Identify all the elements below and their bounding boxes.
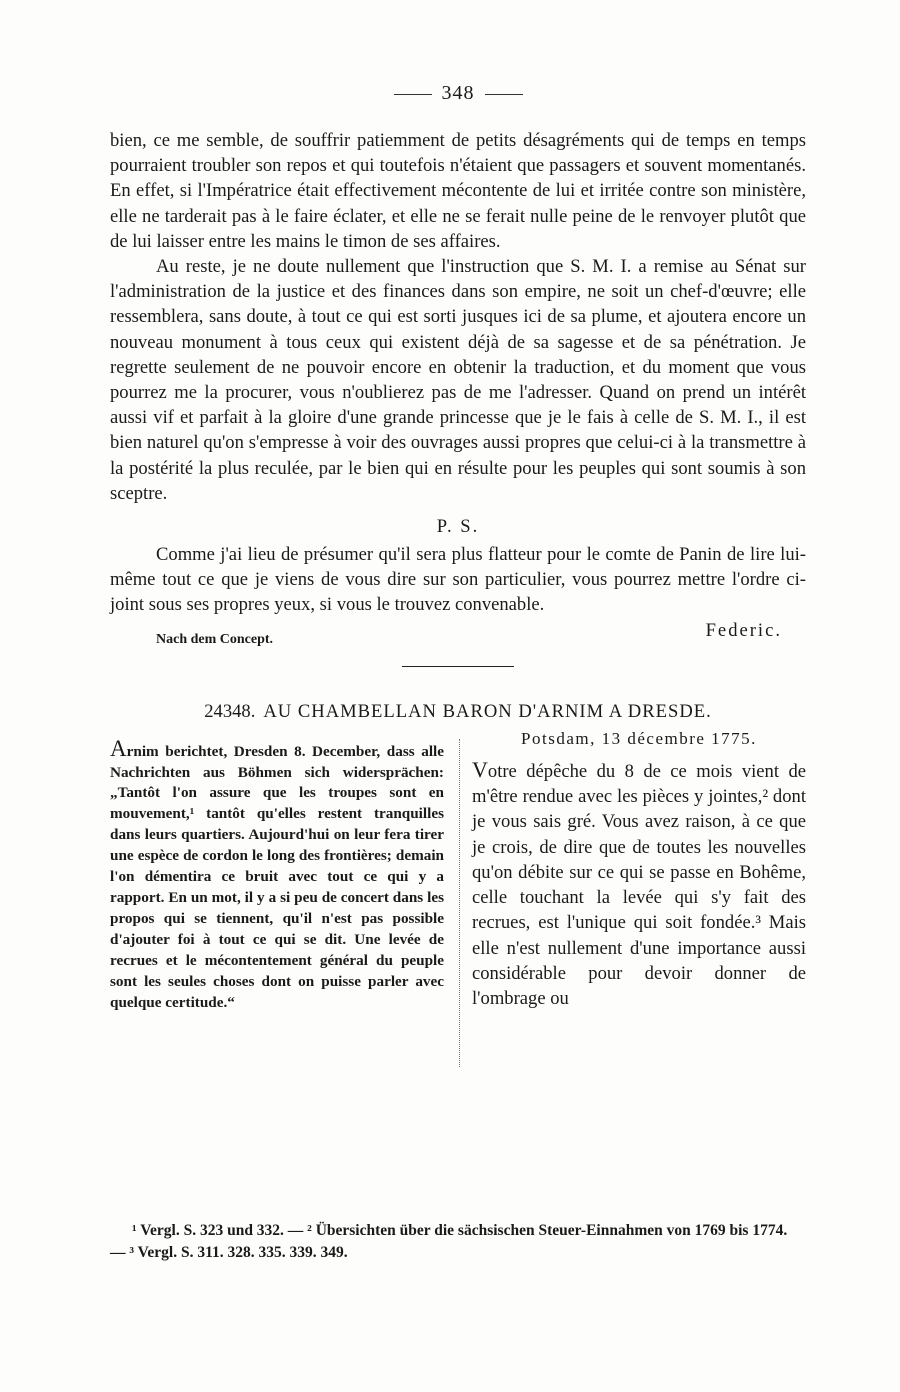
letter-text: otre dépêche du 8 de ce mois vient de m'être rendue avec les pièces y jointes,² dont je vous sais gré. Vous avez raison, à ce que je crois, de dire que de toutes les nouvelles qu'on débite sur ce qui se passe en Bohême, celle touchant la levée qui s'y fait des recrues, est l'unique qui soit fondée.³ Mais elle n'est nullement d'une importance aussi considérable pour devoir donner de l'ombrage ou <box>472 760 806 1010</box>
postscript-title: P. S. <box>436 516 480 538</box>
page-number: 348 <box>441 82 475 104</box>
document-heading <box>110 701 806 723</box>
letter-dropcap: V <box>472 756 488 782</box>
page <box>110 82 806 1069</box>
section-rule <box>402 666 514 667</box>
summary-text: rnim berichtet, Dresden 8. December, dass alle Nachrichten aus Böhmen sich widersprächen: „Tantôt l'on assure que les troupes sont en mouvement,¹ tantôt qu'elles restent tranquilles dans leurs quartiers. Aujourd'hui on leur fera tirer une espèce de cordon le long des frontières; demain l'on démentira ce bruit avec tout ce qui y a rapport. En un mot, il y a si peu de concert dans les propos qui se tiennent, qu'il n'est pas possible d'ajouter foi à tout ce qui se dit. Une levée de recrues et le mécontentement général du peuple sont les seules choses dont on puisse parler avec quelque certitude.“ <box>110 742 444 1011</box>
paragraph-1: bien, ce me semble, de souffrir patiemment de petits désagréments qui de temps en temps pourraient troubler son repos et qui toutefois n'étaient que passagers et souvent momentanés. En effet, si l'Impératrice était effectivement mécontente de lui et irritée contre son ministère, elle ne tarderait pas à le faire éclater, et elle ne se ferait nulle peine de le renvoyer plutôt que de lui laisser entre les mains le timon de ses affaires. <box>110 130 806 252</box>
column-divider <box>459 739 460 1067</box>
postscript-body <box>110 542 806 618</box>
signature-row <box>110 618 806 656</box>
two-column-section <box>110 729 806 1069</box>
header-dash-left <box>394 94 432 95</box>
summary-column <box>110 737 444 1014</box>
document-title: AU CHAMBELLAN BARON D'ARNIM A DRESDE. <box>263 700 712 722</box>
document-number: 24348. <box>204 700 256 722</box>
summary-dropcap: A <box>110 735 127 761</box>
footnote-text: ¹ Vergl. S. 323 und 332. — ² Übersichten über die sächsischen Steuer-Einnahmen von 1769 bis 1774. — ³ Vergl. S. 311. 328. 335. 339. 349. <box>110 1222 788 1261</box>
postscript-text: Comme j'ai lieu de présumer qu'il sera plus flatteur pour le comte de Panin de lire lui-même tout ce que je viens de vous dire sur son particulier, vous pourrez mettre l'ordre ci-joint sous ses propres yeux, si vous le trouvez convenable. <box>110 544 806 616</box>
source-note: Nach dem Concept. <box>156 631 274 647</box>
footnotes <box>110 1220 806 1264</box>
letter-body <box>472 757 806 1012</box>
letter-column <box>472 729 806 1012</box>
signature: Federic. <box>705 619 782 641</box>
main-text <box>110 128 806 506</box>
paragraph-2: Au reste, je ne doute nullement que l'instruction que S. M. I. a remise au Sénat sur l'administration de la justice et des finances dans son empire, ne soit un chef-d'œuvre; elle ressemblera, sans doute, à tout ce qui est sorti jusques ici de sa plume, et ajoutera encore un nouveau monument à tous ceux qui existent déjà de sa sagesse et de sa pénétration. Je regrette seulement de ne pouvoir encore en obtenir la traduction, et du moment que vous pourrez me la procurer, vous n'oublierez pas de me l'adresser. Quand on prend un intérêt aussi vif et parfait à la gloire d'une grande princesse que je le fais à celle de S. M. I., il est bien naturel qu'on s'empresse à voir des ouvrages aussi propres que celui-ci à la transmettre à la postérité la plus reculée, par le bien qui en résulte pour les peuples qui sont soumis à son sceptre. <box>110 256 806 504</box>
page-header <box>110 82 806 112</box>
header-dash-right <box>485 94 523 95</box>
place-date: Potsdam, 13 décembre 1775. <box>521 728 757 748</box>
